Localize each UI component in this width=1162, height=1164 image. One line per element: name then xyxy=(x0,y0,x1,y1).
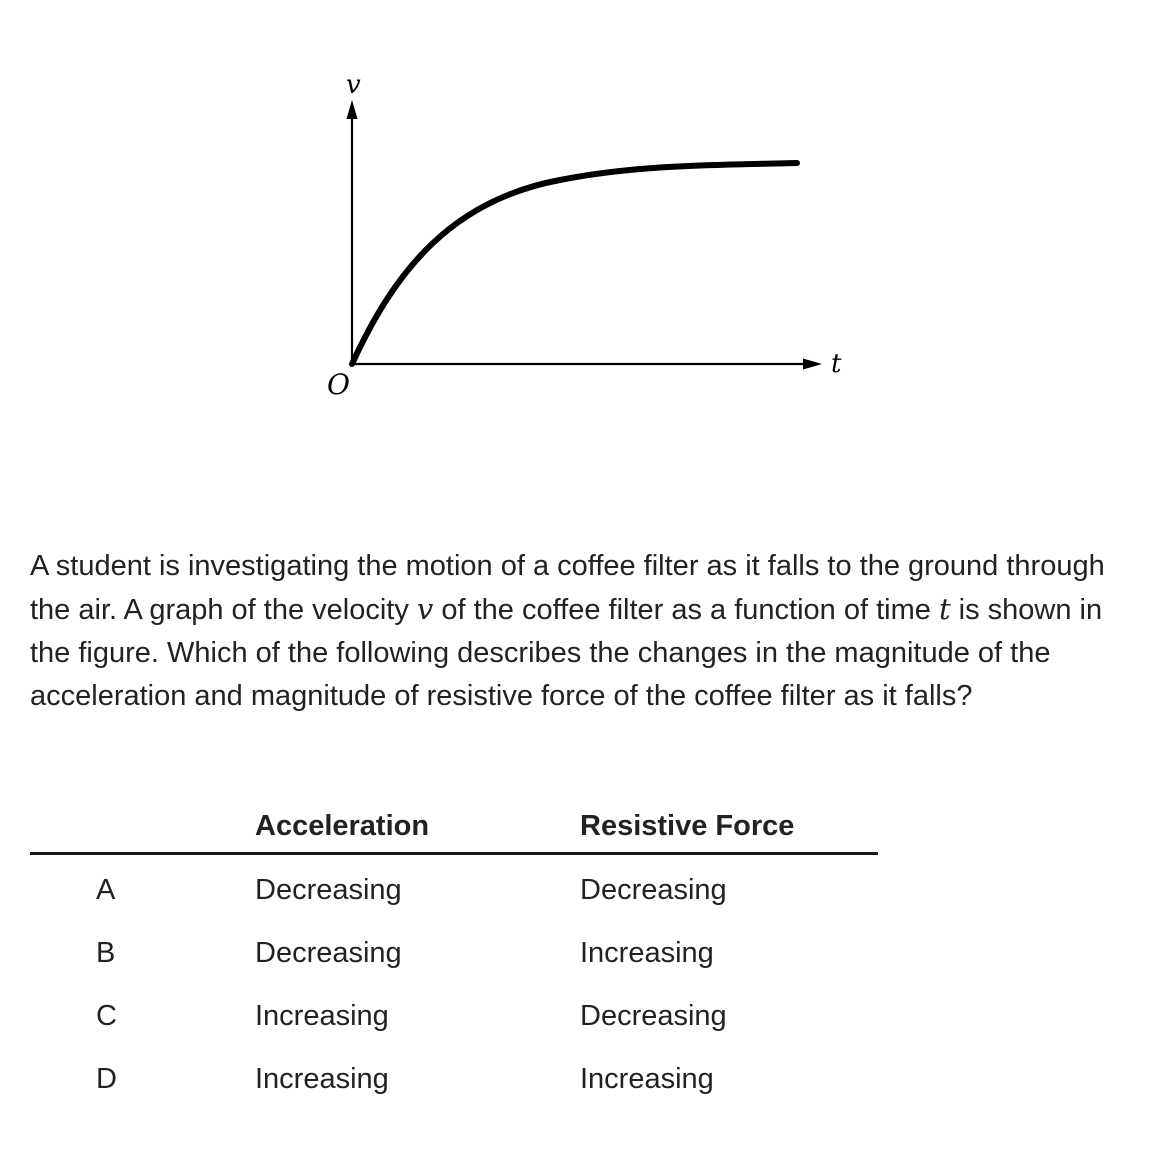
header-letter xyxy=(30,800,255,854)
choice-acceleration: Decreasing xyxy=(255,937,402,969)
velocity-variable: v xyxy=(416,592,434,626)
x-axis-arrowhead xyxy=(803,359,822,370)
choice-row-b[interactable] xyxy=(30,922,878,985)
velocity-curve xyxy=(352,163,797,364)
velocity-time-graph xyxy=(0,0,1162,470)
choice-letter: D xyxy=(96,1063,117,1095)
origin-label: O xyxy=(327,368,350,401)
answer-choices-table xyxy=(30,800,878,1111)
choice-letter: A xyxy=(96,874,116,906)
choice-letter: B xyxy=(96,937,116,969)
choice-resistive-force: Increasing xyxy=(580,937,714,969)
y-axis-arrowhead xyxy=(347,100,358,119)
choice-letter: C xyxy=(96,1000,117,1032)
choice-acceleration: Decreasing xyxy=(255,874,402,906)
x-axis-label: t xyxy=(831,349,842,379)
header-resistive-force: Resistive Force xyxy=(580,800,878,854)
choice-row-a[interactable] xyxy=(30,854,878,923)
choice-row-c[interactable] xyxy=(30,985,878,1048)
question-part1: A student is investigating the motion of a coffee filter as it falls to the ground through the air. A graph of the velocity xyxy=(30,550,1105,626)
choice-resistive-force: Decreasing xyxy=(580,874,727,906)
question-part2: of the coffee filter as a function of time xyxy=(433,594,939,626)
choice-acceleration: Increasing xyxy=(255,1063,389,1095)
choice-resistive-force: Decreasing xyxy=(580,1000,727,1032)
table-header-row xyxy=(30,800,878,854)
header-acceleration: Acceleration xyxy=(255,800,580,854)
choice-resistive-force: Increasing xyxy=(580,1063,714,1095)
question-text xyxy=(30,545,1130,718)
time-variable: t xyxy=(938,592,951,626)
choice-acceleration: Increasing xyxy=(255,1000,389,1032)
choice-row-d[interactable] xyxy=(30,1048,878,1111)
y-axis-label: v xyxy=(346,70,361,100)
question-part3: is shown in the figure. Which of the following describes the changes in the magnitude of the acceleration and magnitude of resistive force of the coffee filter as it falls? xyxy=(30,594,1103,712)
